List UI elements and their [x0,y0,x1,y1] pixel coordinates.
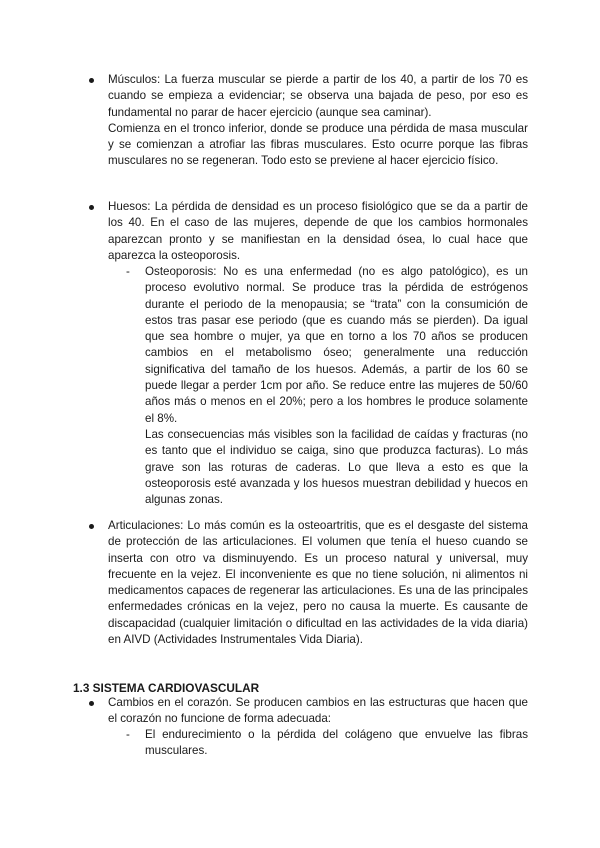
huesos-paragraph: Huesos: La pérdida de densidad es un proceso fisiológico que se da a partir de los 40. En el caso de las mujeres, depende de que los cambios hormonales aparezcan pronto y se manifiestan en la densidad ósea, lo cual hace que aparezca la osteoporosis. [108,200,528,262]
bullet-icon [89,524,94,529]
osteoporosis-paragraph-2: Las consecuencias más visibles son la facilidad de caídas y fracturas (no es tanto que el individuo se caiga, sino que produzca facturas). Lo más grave son las roturas de caderas. Lo que lleva a esto es que la osteoporosis esté avanzada y los huesos muestran debilidad y huecos en algunas zonas. [145,427,528,507]
colageno-paragraph: El endurecimiento o la pérdida del colágeno que envuelve las fibras musculares. [145,728,528,758]
list-item-corazon [108,695,528,728]
sublist-item-colageno [126,727,528,760]
dash-marker: - [126,728,130,741]
corazon-paragraph: Cambios en el corazón. Se producen cambios en las estructuras que hacen que el corazón no funcione de forma adecuada: [108,696,528,726]
section-heading-cardiovascular: 1.3 SISTEMA CARDIOVASCULAR [73,681,260,695]
dash-marker: - [126,265,130,278]
musculos-paragraph-2: Comienza en el tronco inferior, donde se produce una pérdida de masa muscular y se comienzan a atrofiar las fibras musculares. Esto ocurre porque las fibras musculares no se regeneran. Todo esto se previene al hacer ejercicio físico. [108,121,528,168]
list-item-musculos [108,72,528,170]
bullet-icon [89,205,94,210]
osteoporosis-paragraph: Osteoporosis: No es una enfermedad (no es algo patológico), es un proceso evolutivo normal. Se produce tras la pérdida de estrógenos durante el periodo de la menopausia; se “trata” con la consumición de estos tras pasar ese periodo (que es cuando más se pierden). Da igual que sea hombre o mujer, ya que en torno a los 70 años se producen cambios en el metabolismo óseo; generalmente una reducción significativa del tamaño de los huesos. Además, a partir de los 60 se puede llegar a perder 1cm por año. Se reduce entre las mujeres de 50/60 años más o menos en el 20%; pero a los hombres le produce solamente el 8%. [145,265,528,425]
bullet-icon [89,78,94,83]
list-item-huesos [108,199,528,264]
bullet-icon [89,701,94,706]
articulaciones-paragraph: Articulaciones: Lo más común es la osteoartritis, que es el desgaste del sistema de protección de las articulaciones. El volumen que tenía el hueso cuando se inserta con otro va disminuyendo. Es un proceso natural y universal, muy frecuente en la vejez. El inconveniente es que no tiene solución, ni alimentos ni medicamentos capaces de regenerar las articulaciones. Es una de las principales enfermedades crónicas en la vejez, pero no causa la muerte. Es causante de discapacidad (cualquier limitación o dificultad en las actividades de la vida diaria) en AIVD (Actividades Instrumentales Vida Diaria). [108,519,528,647]
musculos-paragraph: Músculos: La fuerza muscular se pierde a partir de los 40, a partir de los 70 es cuando se empieza a evidenciar; se observa una bajada de peso, por eso es fundamental no parar de hacer ejercicio (aunque sea caminar). [108,73,528,119]
sublist-item-osteoporosis [126,264,528,508]
list-item-articulaciones [108,518,528,648]
